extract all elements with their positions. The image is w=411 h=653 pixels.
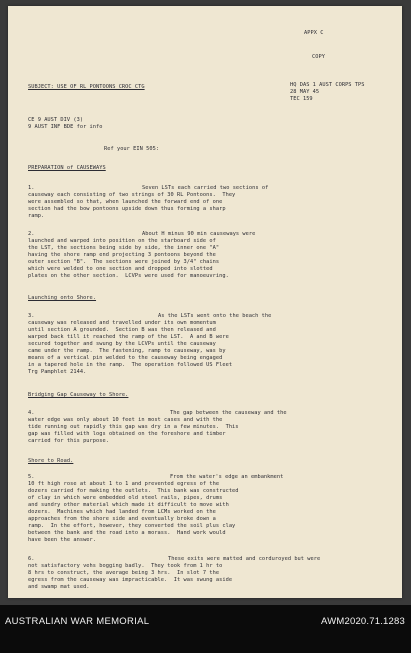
paragraph-line: These exits were matted and corduroyed but were <box>168 556 321 562</box>
paragraph-line: of clay in which were embedded old steel rails, pipes, drums <box>28 495 223 501</box>
paragraph-line: came under the ramp. The fastening, ramp to causeway, was by <box>28 348 226 354</box>
paragraph-line: not satisfactory vehs bogging badly. They took from 1 hr to <box>28 563 223 569</box>
paragraph-line: in a tapered hole in the ramp. The operation followed US Fleet <box>28 362 233 368</box>
paragraph-number: 3. <box>28 313 35 319</box>
paragraph-line: and swamp mat used. <box>28 584 90 590</box>
paragraph-number: 1. <box>28 185 35 191</box>
paragraph-line: carried for this purpose. <box>28 438 109 444</box>
paragraph-line: ramp. <box>28 213 45 219</box>
paragraph-line: which were welded to one section and dropped into slotted <box>28 266 213 272</box>
section-heading: Shore to Road. <box>28 458 74 464</box>
paragraph-number: 4. <box>28 410 35 416</box>
section-heading: Launching onto Shore. <box>28 295 97 301</box>
paragraph-line: 8 hrs to construct, the average being 3 hrs. In slot 7 the <box>28 570 220 576</box>
paragraph-line: outer section "B". The sections were joined by 3/4" chains <box>28 259 220 265</box>
paragraph-line: 10 ft high rose at about 1 to 1 and prevented egress of the <box>28 481 220 487</box>
paragraph-line: egress from the causeway was impracticable. It was swung aside <box>28 577 233 583</box>
hq-line: HQ DAS 1 AUST CORPS TPS <box>290 82 365 88</box>
date-line: 28 MAY 45 <box>290 89 320 95</box>
copy-label: COPY <box>312 54 325 60</box>
paragraph-line: Trg Pamphlet 2144. <box>28 369 87 375</box>
paragraph-line: between the bank and the road into a morass. Hand work would <box>28 530 226 536</box>
reference-line: Ref your EIN 505: <box>104 146 160 152</box>
section-heading: Bridging Gap Causeway to Shore. <box>28 392 129 398</box>
distribution-line: CE 9 AUST DIV (3) <box>28 117 84 123</box>
paragraph-line: gap was filled with logs obtained on the foreshore and timber <box>28 431 226 437</box>
accession-number: AWM2020.71.1283 <box>321 616 405 627</box>
paragraph-line: launched and warped into position on the starboard side of <box>28 238 216 244</box>
paragraph-line: causeway was released and travelled under its own momentum <box>28 320 216 326</box>
paragraph-line: secured together and swung by the LCVPs until the causeway <box>28 341 216 347</box>
paragraph-line: water edge was only about 10 feet in most cases and with the <box>28 417 223 423</box>
institution-name: AUSTRALIAN WAR MEMORIAL <box>5 616 150 627</box>
paragraph-number: 5. <box>28 474 35 480</box>
paragraph-line: dozers carried for making the outlets. This bank was constructed <box>28 488 239 494</box>
paragraph-line: section had the bow pontoons upside down thus forming a sharp <box>28 206 226 212</box>
distribution-line: 9 AUST INF BDE for info <box>28 124 103 130</box>
section-heading: PREPARATION of CAUSEWAYS <box>28 165 106 171</box>
document-page <box>8 6 402 598</box>
paragraph-line: having the shore ramp end projecting 3 pontoons beyond the <box>28 252 216 258</box>
paragraph-line: were assembled so that, when launched the forward end of one <box>28 199 223 205</box>
paragraph-line: dozers. Machines which had landed from LCMs worked on the <box>28 509 216 515</box>
paragraph-line: About H minus 90 min causeways were <box>142 231 256 237</box>
paragraph-line: plates on the other section. LCVPs were used for manoeuvring. <box>28 273 229 279</box>
paragraph-line: and sundry other material which made it difficult to move with <box>28 502 229 508</box>
archive-footer-bar <box>0 605 411 653</box>
paragraph-line: until section A grounded. Section B was then released and <box>28 327 216 333</box>
paragraph-line: ramp. In the effort, however, they converted the soil plus clay <box>28 523 236 529</box>
appendix-label: APPX C <box>304 30 324 36</box>
paragraph-line: the LST, the sections being side by side, the inner one "A" <box>28 245 220 251</box>
paragraph-line: The gap between the causeway and the <box>170 410 287 416</box>
paragraph-line: warped back till it reached the ramp of the LST. A and B were <box>28 334 229 340</box>
paragraph-line: means of a vertical pin welded to the causeway being engaged <box>28 355 223 361</box>
paragraph-line: tide running out rapidly this gap was dry in a few minutes. This <box>28 424 239 430</box>
paragraph-number: 2. <box>28 231 35 237</box>
paragraph-number: 6. <box>28 556 35 562</box>
subject-line: SUBJECT: USE OF RL PONTOONS CROC CTG <box>28 84 145 90</box>
reference-number: TEC 159 <box>290 96 313 102</box>
paragraph-line: As the LSTs went onto the beach the <box>158 313 272 319</box>
paragraph-line: approaches from the shore side and eventually broke down a <box>28 516 216 522</box>
paragraph-line: From the water's edge an embankment <box>170 474 284 480</box>
paragraph-line: Seven LSTs each carried two sections of <box>142 185 269 191</box>
paragraph-line: causeway each consisting of two strings of 30 RL Pontoons. They <box>28 192 236 198</box>
paragraph-line: have been the answer. <box>28 537 97 543</box>
